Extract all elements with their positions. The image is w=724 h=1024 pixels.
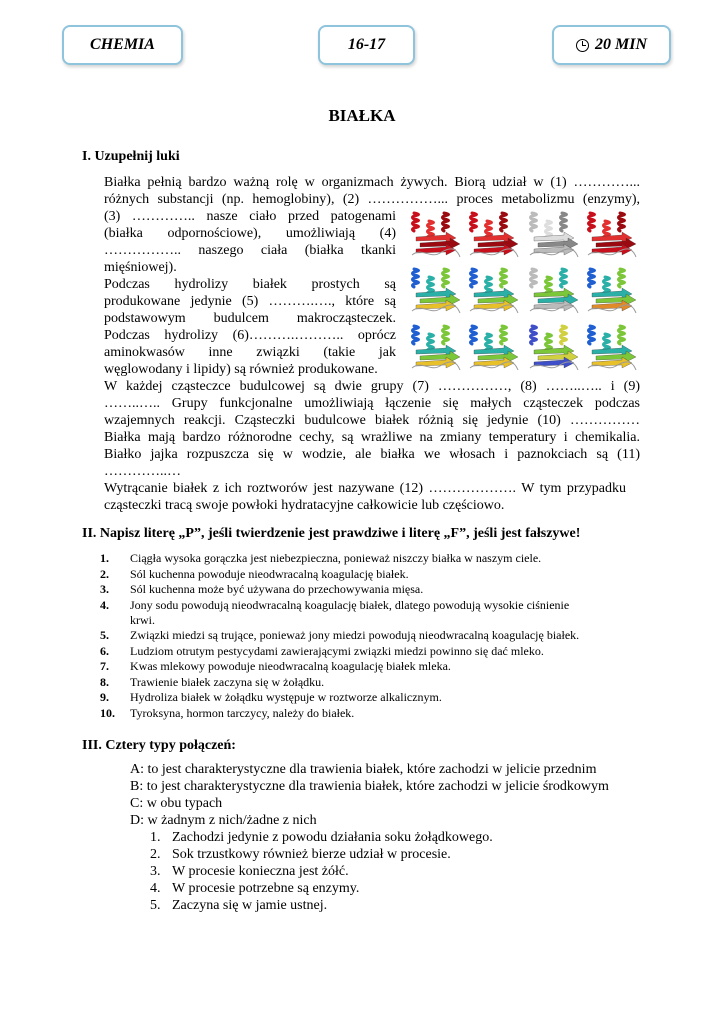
helix-shape [443,326,449,344]
s1-line: mięśniowej). [104,260,177,275]
s1-line: węglowodany i lipidy) są również produkowane. [104,362,378,377]
tf-item-number: 10. [100,706,115,720]
tf-item-text: krwi. [130,613,155,627]
tf-item-text: Kwas mlekowy powoduje nieodwracalną koagulację białek mleka. [130,659,451,673]
match-question-text: W procesie konieczna jest żółć. [172,864,349,879]
s1-line: wzajemnych reakcji. Cząsteczki budulcowe białek różnią się jedynie (10) …………… [104,413,640,428]
tf-item-number: 1. [100,551,109,565]
option-a: A: to jest charakterystyczne dla trawienia białek, które zachodzi w jelicie przednim [130,762,597,777]
s1-line: W każdej cząsteczce budulcowej są dwie grupy (7) ……………, (8) ……..….. i (9) [104,379,640,394]
option-d: D: w żadnym z nich/żadne z nich [130,813,317,828]
tf-item-text: Ludziom otrutym pestycydami zawierającymi związki miedzi powinno się dać mleko. [130,644,544,658]
tf-item-text: Tyroksyna, hormon tarczycy, należy do białek. [130,706,355,720]
match-question-number: 3. [150,864,161,879]
helix-shape [561,326,567,344]
s1-line: Białka mają bardzo różnorodne cechy, są wrażliwe na zmiany temperatury i chemikalia. [104,430,640,445]
s1-line: cząsteczki tracą swoje powłoki hydratacyjne całkowicie lub częściowo. [104,498,505,513]
s1-line: różnych substancji (np. hemoglobiny), (2) ……………... proces metabolizmu (enzymy), [104,192,640,207]
protein-red-2 [466,207,522,261]
s1-line: Białko jajka rozpuszcza się w wodzie, ale białka we włosach i paznokciach są (11) [104,447,640,462]
s1-line: Białka pełnią bardzo ważną rolę w organizmach żywych. Biorą udział w (1) …………... [104,175,640,190]
clock-icon [576,39,589,52]
protein-rainbow-1 [408,263,464,317]
helix-shape [589,269,595,287]
helix-shape [501,213,507,231]
helix-shape [531,213,537,231]
match-question [150,846,451,863]
s1-line: Podczas hydrolizy białek prostych są [104,277,396,292]
section-3-heading: III. Cztery typy połączeń: [82,738,236,753]
match-question-text: Zachodzi jedynie z powodu działania soku żołądkowego. [172,830,493,845]
tf-item [100,674,324,690]
tf-item-number: 6. [100,644,109,658]
s1-line: aminokwasów inne związki (takie jak [104,345,396,360]
tf-item-number: 7. [100,659,109,673]
option-b: B: to jest charakterystyczne dla trawienia białek, które zachodzi w jelicie środkowym [130,779,609,794]
protein-grey-green [526,263,582,317]
time-box [552,25,671,65]
helix-shape [471,269,477,287]
helix-shape [589,326,595,344]
protein-rainbow-2 [466,263,522,317]
protein-red-3 [584,207,640,261]
tf-item-text: Sól kuchenna powoduje nieodwracalną koagulację białek. [130,567,409,581]
helix-shape [413,213,419,231]
tf-item-text: Trawienie białek zaczyna się w żołądku. [130,675,325,689]
tf-item-text: Ciągła wysoka gorączka jest niebezpieczna, ponieważ niszczy białka w naszym ciele. [130,551,542,565]
subject-box [62,25,183,65]
helix-shape [619,326,625,344]
tf-item [100,627,579,643]
protein-red-1 [408,207,464,261]
helix-shape [619,213,625,231]
tf-item [100,612,155,628]
helix-shape [531,269,537,287]
match-question-text: Sok trzustkowy również bierze udział w procesie. [172,847,451,862]
helix-shape [531,326,537,344]
match-question-text: Zaczyna się w jamie ustnej. [172,898,328,913]
match-question-number: 4. [150,881,161,896]
helix-shape [619,269,625,287]
tf-item-number: 2. [100,567,109,581]
helix-shape [471,213,477,231]
option-c: C: w obu typach [130,796,223,811]
grade-label: 16-17 [347,36,386,53]
match-question-number: 1. [150,830,161,845]
s1-line: (białka odpornościowe), umożliwiają (4) [104,226,396,241]
s1-line: ……..….. Grupy funkcjonalne umożliwiają łączenie się małych cząsteczek podczas [104,396,640,411]
match-question [150,880,359,897]
tf-item-number: 4. [100,598,109,612]
helix-shape [413,269,419,287]
tf-item-text: Hydroliza białek w żołądku występuje w roztworze alkalicznym. [130,690,442,704]
match-question-text: W procesie potrzebne są enzymy. [172,881,360,896]
tf-item-text: Sól kuchenna może być używana do przechowywania mięsa. [130,582,424,596]
tf-item [100,658,451,674]
tf-item-number: 9. [100,690,109,704]
helix-shape [501,269,507,287]
time-label: 20 MIN [594,36,647,53]
tf-item-text: Jony sodu powodują nieodwracalną koagulację białek, dlatego powodują wysokie ciśnienie [130,598,570,612]
helix-shape [589,213,595,231]
match-question [150,829,493,846]
tf-item [100,550,541,566]
match-question [150,863,349,880]
tf-item [100,643,544,659]
s1-line: (3) ………….. nasze ciało przed patogenami [104,209,396,224]
tf-item [100,597,569,613]
subject-label: CHEMIA [90,36,155,53]
tf-item-text: Związki miedzi są trujące, ponieważ jony miedzi powodują nieodwracalną koagulację białek. [130,628,580,642]
match-question-number: 5. [150,898,161,913]
helix-shape [561,213,567,231]
helix-shape [413,326,419,344]
helix-shape [561,269,567,287]
tf-item [100,581,423,597]
helix-shape [443,269,449,287]
protein-rainbow-5 [466,320,522,374]
protein-rainbow-7 [584,320,640,374]
section-1-heading: I. Uzupełnij luki [82,149,180,164]
tf-item [100,705,354,721]
helix-shape [471,326,477,344]
s1-line: …………….. naszego ciała (białka tkanki [104,243,396,258]
page-title: BIAŁKA [328,106,396,125]
tf-item-number: 5. [100,628,109,642]
protein-rainbow-6 [526,320,582,374]
section-2-heading: II. Napisz literę „P”, jeśli twierdzenie jest prawdziwe i literę „F”, jeśli jest fałszywe! [82,526,581,541]
protein-rainbow-3 [584,263,640,317]
s1-line: Podczas hydrolizy (6)……….……….. oprócz [104,328,396,343]
tf-item [100,689,442,705]
tf-item-number: 3. [100,582,109,596]
s1-line: Wytrącanie białek z ich roztworów jest nazywane (12) ………………. W tym przypadku [104,481,626,496]
protein-rainbow-4 [408,320,464,374]
tf-item [100,566,409,582]
helix-shape [501,326,507,344]
match-question-number: 2. [150,847,161,862]
grade-box [318,25,415,65]
s1-line: produkowane jedynie (5) ……….…., które są [104,294,396,309]
match-question [150,897,327,914]
s1-line: podstawowym budulcem makrocząsteczek. [104,311,396,326]
protein-grey [526,207,582,261]
helix-shape [443,213,449,231]
s1-line: …………..… [104,464,181,479]
tf-item-number: 8. [100,675,109,689]
